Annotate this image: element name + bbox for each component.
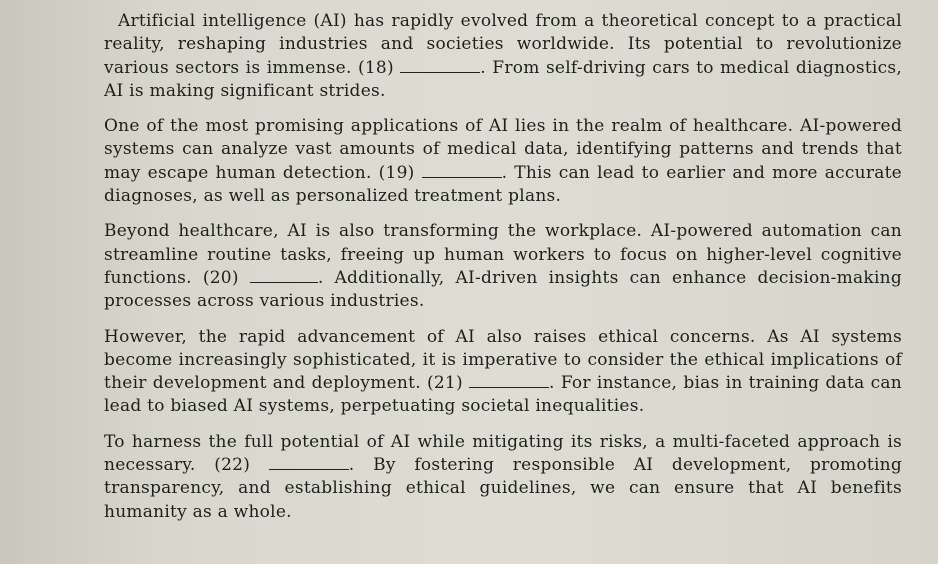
blank-21[interactable] <box>469 375 549 388</box>
blank-20[interactable] <box>250 270 318 283</box>
paragraph-4 <box>104 326 902 419</box>
paragraph-3-text-before: Beyond healthcare, AI is also transforming the workplace. AI-powered automation can streamline routine tasks, freeing up human workers to focus on higher-level cognitive functions. (20) <box>104 221 902 288</box>
paragraph-2-text-after: . This can lead to earlier and more accurate diagnoses, as well as personalized treatment plans. <box>104 162 902 207</box>
paragraph-4-text-before: However, the rapid advancement of AI also raises ethical concerns. As AI systems become increasingly sophisticated, it is imperative to consider the ethical implications of their development and deployment. (21) <box>104 326 902 394</box>
paragraph-5-text-before: To harness the full potential of AI while mitigating its risks, a multi-faceted approach is necessary. (22) <box>104 431 902 476</box>
paragraph-3 <box>104 220 902 313</box>
paragraph-5-text-after: . By fostering responsible AI development, promoting transparency, and establishing ethical guidelines, we can ensure that AI benefits humanity as a whole. <box>104 455 903 522</box>
paragraph-5 <box>104 431 902 524</box>
paragraph-2 <box>104 115 902 208</box>
paragraph-2-text-before: One of the most promising applications of AI lies in the realm of healthcare. AI-powered systems can analyze vast amounts of medical data, identifying patterns and trends that may escape human detection. (19) <box>104 116 902 183</box>
blank-22[interactable] <box>269 457 349 470</box>
blank-19[interactable] <box>422 165 502 178</box>
paragraph-4-text-after: . For instance, bias in training data can lead to biased AI systems, perpetuating societal inequalities. <box>104 373 902 417</box>
paragraph-1-text-after: . From self-driving cars to medical diagnostics, AI is making significant strides. <box>104 57 903 101</box>
paragraph-1-text-before: Artificial intelligence (AI) has rapidly evolved from a theoretical concept to a practical reality, reshaping industries and societies worldwide. Its potential to revolutionize various sectors is immense. (18) <box>104 11 902 78</box>
paragraph-1 <box>104 10 902 103</box>
paragraph-3-text-after: . Additionally, AI-driven insights can enhance decision-making processes across various industries. <box>104 267 903 312</box>
blank-18[interactable] <box>400 60 480 73</box>
